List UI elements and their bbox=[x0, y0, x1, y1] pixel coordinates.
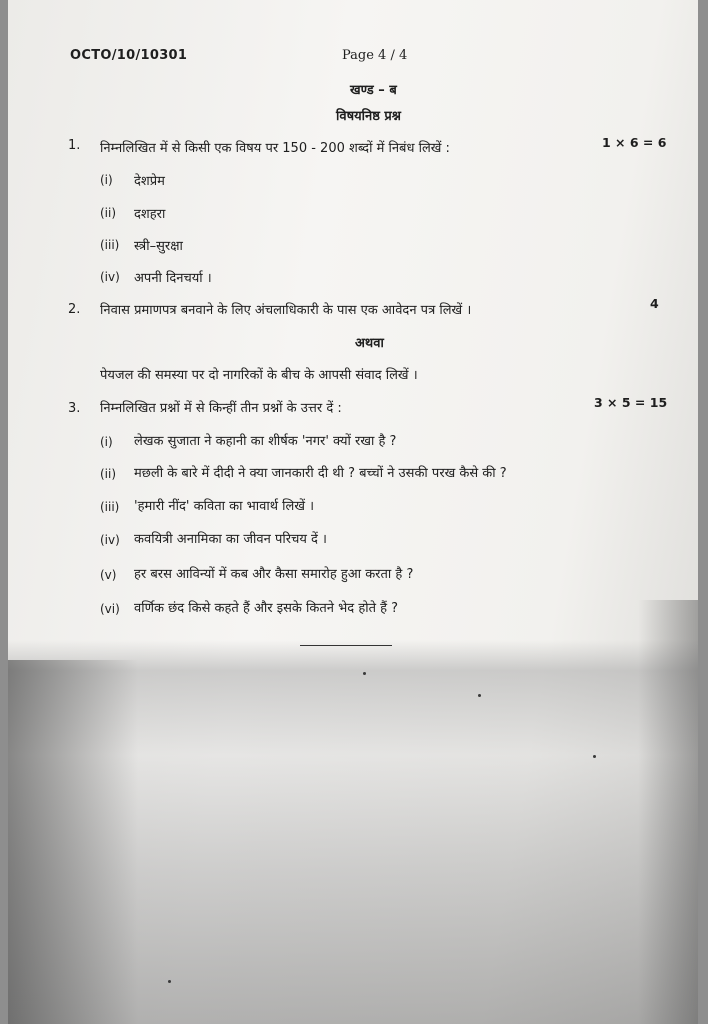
page-shadow-left bbox=[8, 660, 138, 1024]
exam-page bbox=[8, 0, 698, 1024]
speck bbox=[363, 672, 366, 675]
option-text: लेखक सुजाता ने कहानी का शीर्षक 'नगर' क्यों रखा है ? bbox=[134, 434, 397, 449]
option-label: (iv) bbox=[100, 270, 120, 284]
option-label: (ii) bbox=[100, 206, 117, 220]
option-text: मछली के बारे में दीदी ने क्या जानकारी दी थी ? बच्चों ने उसकी परख कैसे की ? bbox=[134, 466, 507, 481]
question-marks: 1 × 6 = 6 bbox=[602, 135, 667, 150]
paper-code: OCTO/10/10301 bbox=[70, 48, 188, 63]
question-marks: 3 × 5 = 15 bbox=[594, 395, 668, 410]
option-text: हर बरस आविन्यों में कब और कैसा समारोह हुआ करता है ? bbox=[134, 567, 414, 582]
speck bbox=[478, 694, 481, 697]
question-number: 1. bbox=[68, 138, 81, 153]
alternative-text: पेयजल की समस्या पर दो नागरिकों के बीच के आपसी संवाद लिखें । bbox=[100, 368, 418, 383]
option-label: (vi) bbox=[100, 602, 120, 616]
option-label: (ii) bbox=[100, 467, 117, 481]
speck bbox=[168, 980, 171, 983]
question-text: निम्नलिखित प्रश्नों में से किन्हीं तीन प्रश्नों के उत्तर दें : bbox=[100, 401, 342, 416]
option-text: दशहरा bbox=[134, 207, 166, 222]
section-title: खण्ड – ब bbox=[350, 83, 397, 98]
option-text: देशप्रेम bbox=[134, 174, 165, 189]
question-number: 2. bbox=[68, 302, 81, 317]
question-text: निम्नलिखित में से किसी एक विषय पर 150 - 200 शब्दों में निबंध लिखें : bbox=[100, 141, 450, 156]
question-marks: 4 bbox=[650, 296, 659, 311]
end-rule bbox=[300, 645, 392, 646]
option-text: वर्णिक छंद किसे कहते हैं और इसके कितने भेद होते हैं ? bbox=[134, 601, 399, 616]
option-label: (iii) bbox=[100, 238, 120, 252]
or-label: अथवा bbox=[355, 336, 384, 351]
question-text: निवास प्रमाणपत्र बनवाने के लिए अंचलाधिकारी के पास एक आवेदन पत्र लिखें । bbox=[100, 303, 472, 318]
question-number: 3. bbox=[68, 401, 81, 416]
option-text: अपनी दिनचर्या । bbox=[134, 271, 212, 286]
option-label: (i) bbox=[100, 435, 113, 449]
option-text: कवयित्री अनामिका का जीवन परिचय दें । bbox=[134, 532, 327, 547]
page-shadow-right bbox=[638, 600, 698, 1024]
option-label: (iv) bbox=[100, 533, 120, 547]
option-label: (iii) bbox=[100, 500, 120, 514]
option-label: (v) bbox=[100, 568, 117, 582]
page-number: Page 4 / 4 bbox=[342, 48, 408, 63]
option-text: स्त्री–सुरक्षा bbox=[134, 239, 183, 254]
section-subtitle: विषयनिष्ठ प्रश्न bbox=[336, 109, 402, 124]
speck bbox=[593, 755, 596, 758]
option-text: 'हमारी नींद' कविता का भावार्थ लिखें । bbox=[134, 499, 315, 514]
option-label: (i) bbox=[100, 173, 113, 187]
